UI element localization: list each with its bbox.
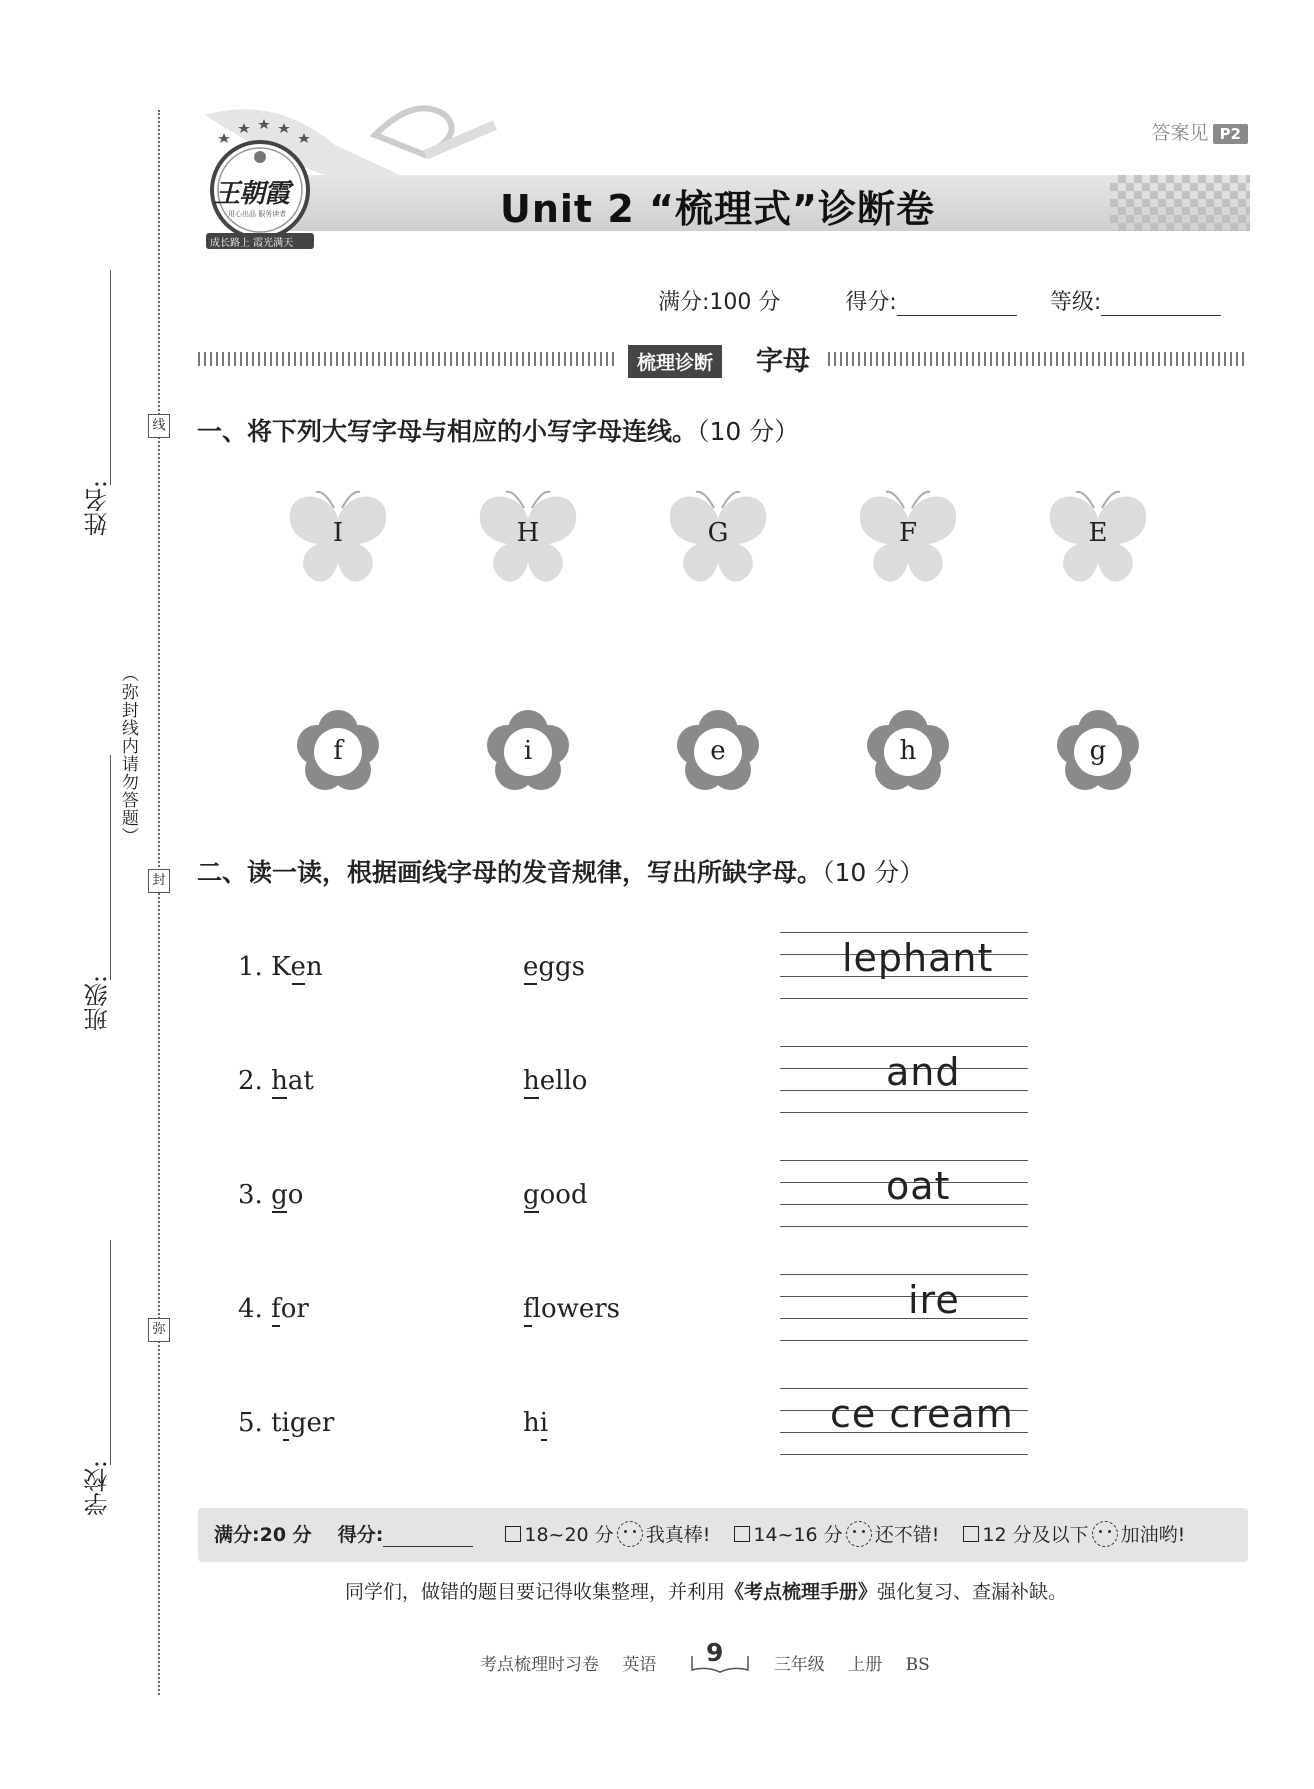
cheer-face-icon [1092,1521,1118,1547]
answer-word: ire [908,1278,960,1322]
row-number: 4. [238,1294,263,1324]
uppercase-letter[interactable]: H [516,518,540,548]
exercise-row-1 [238,952,323,982]
underlined-letter: e [523,952,539,982]
uppercase-letter[interactable]: F [898,518,918,548]
answer-word: lephant [842,936,994,980]
row-number: 2. [238,1066,263,1096]
seal-note: （弥封线内请勿答题） [117,665,138,845]
school-label: 学校: [84,1460,112,1517]
answer-word: and [886,1050,961,1094]
answer-word: ce cream [830,1392,1014,1436]
got-label: 得分: [845,290,897,315]
q1-shapes [0,0,1314,820]
footer-edition: BS [905,1655,930,1675]
word-1 [271,1180,303,1210]
tip-text: 同学们，做错的题目要记得收集整理，并利用 [345,1581,726,1603]
word-part: ggs [538,952,586,982]
binding-mark-seal: 封 [148,869,170,893]
row-number: 3. [238,1180,263,1210]
word-1 [271,952,323,982]
binding-mark-line: 线 [148,414,170,438]
option-2-msg: 还不错! [874,1524,940,1546]
uppercase-letter[interactable]: G [707,518,729,548]
lowercase-letter[interactable]: g [1089,736,1107,766]
binding-mark-mi: 弥 [148,1318,170,1342]
word-1 [271,1408,334,1438]
page-number-book-icon [690,1652,750,1678]
section-name: 字母 [756,346,810,377]
underlined-letter: g [271,1180,288,1210]
answer-ref-label: 答案见 [1151,122,1209,144]
class-label: 班级: [84,975,112,1032]
full-score: 满分:100 分 [658,290,781,315]
name-label: 姓名: [84,480,112,537]
logo-brand: 王朝霞 [214,179,290,209]
footer-subject: 英语 [622,1655,657,1675]
logo-slogan: 用心出品 服务读者 [228,210,287,218]
word-part: lowers [532,1294,621,1324]
uppercase-letter[interactable]: I [332,518,344,548]
word-part: n [305,952,323,982]
q1-points: （10 分） [697,417,800,446]
lowercase-letter[interactable]: e [710,736,726,766]
smile-icon [617,1521,643,1547]
option-1-range: 18~20 分 [524,1524,614,1546]
writing-lines-1[interactable] [780,932,1028,998]
lowercase-letter[interactable]: f [333,736,343,766]
underlined-letter: i [281,1408,290,1438]
exercise-row-2 [238,1066,314,1096]
footer-series: 考点梳理时习卷 [480,1655,599,1675]
underlined-letter: g [523,1180,540,1210]
page-number: 9 [706,1638,724,1667]
option-2-range: 14~16 分 [753,1524,843,1546]
summary-got-blank[interactable] [383,1528,473,1547]
q1-title-text: 一、将下列大写字母与相应的小写字母连线。 [197,417,698,446]
word-2 [523,1066,587,1096]
page-title: Unit 2 “梳理式”诊断卷 [500,187,935,231]
answer-word: oat [886,1164,951,1208]
footer-grade: 三年级 [773,1655,825,1675]
row-number: 5. [238,1408,263,1438]
section-badge: 梳理诊断 [628,345,722,378]
footer-volume: 上册 [848,1655,883,1675]
school-field-line[interactable] [110,1240,111,1465]
option-1-checkbox[interactable] [505,1526,521,1542]
word-part: at [287,1066,314,1096]
summary-got: 得分: [337,1524,384,1546]
underlined-letter: h [523,1066,540,1096]
option-2-checkbox[interactable] [734,1526,750,1542]
word-part: ood [539,1180,588,1210]
tip-book: 《考点梳理手册》 [725,1581,878,1603]
underlined-letter: f [523,1294,533,1324]
grade-label: 等级: [1049,290,1102,315]
neutral-face-icon [846,1521,872,1547]
word-2 [523,1408,548,1438]
writing-lines-5[interactable] [780,1388,1028,1454]
writing-lines-4[interactable] [780,1274,1028,1340]
uppercase-letter[interactable]: E [1088,518,1108,548]
lowercase-letter[interactable]: h [899,736,917,766]
word-part: ello [539,1066,588,1096]
option-3-checkbox[interactable] [963,1526,979,1542]
underlined-letter: h [271,1066,288,1096]
lowercase-letter[interactable]: i [523,736,533,766]
option-1-msg: 我真棒! [645,1524,711,1546]
writing-lines-3[interactable] [780,1160,1028,1226]
underlined-letter: i [539,1408,549,1438]
word-part: K [271,952,291,982]
word-part: ger [289,1408,335,1438]
logo-ribbon-text: 成长路上 霞光满天 [210,238,294,249]
word-2 [523,1180,588,1210]
word-2 [523,1294,620,1324]
underlined-letter: f [271,1294,281,1324]
q2-title-text: 二、读一读，根据画线字母的发音规律，写出所缺字母。 [197,858,823,887]
word-1 [271,1294,309,1324]
exercise-row-3 [238,1180,303,1210]
answer-ref-page: P2 [1213,124,1248,144]
exercise-row-4 [238,1294,309,1324]
row-number: 1. [238,952,263,982]
word-part: or [280,1294,309,1324]
writing-lines-2[interactable] [780,1046,1028,1112]
q2-points: （10 分） [822,858,925,887]
word-1 [271,1066,314,1096]
option-3-range: 12 分及以下 [982,1524,1089,1546]
word-part: t [271,1408,282,1438]
summary-full: 满分:20 分 [214,1524,312,1546]
option-3-msg: 加油哟! [1120,1524,1186,1546]
q2-title [197,853,924,889]
underlined-letter: e [290,952,306,982]
word-part: h [523,1408,540,1438]
word-2 [523,952,585,982]
review-tip [345,1577,1067,1604]
summary-content [214,1520,1185,1547]
word-part: o [287,1180,304,1210]
tip-text-end: 强化复习、查漏补缺。 [877,1581,1068,1603]
exercise-row-5 [238,1408,334,1438]
